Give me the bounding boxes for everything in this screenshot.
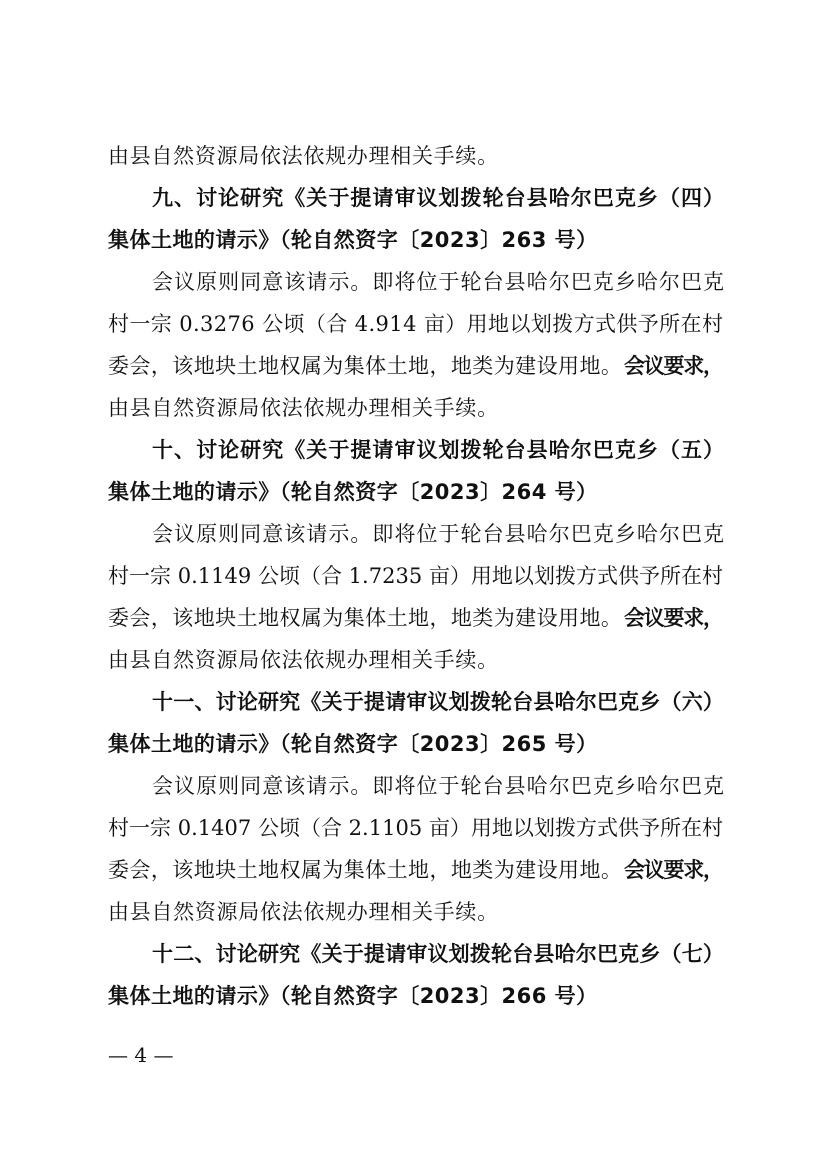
section-heading: 十、讨论研究《关于提请审议划拨轮台县哈尔巴克乡（五） bbox=[152, 438, 726, 462]
text-line: 委会，该地块土地权属为集体土地，地类为建设用地。 会议要求， bbox=[0, 598, 831, 638]
text-line: 村一宗 0.3276 公顷（合 4.914 亩）用地以划拨方式供予所在村 bbox=[108, 312, 724, 336]
section-heading: 九、讨论研究《关于提请审议划拨轮台县哈尔巴克乡（四） bbox=[152, 186, 726, 210]
text-line: 由县自然资源局依法依规办理相关手续。 bbox=[108, 648, 499, 672]
section-heading: 集体土地的请示》（轮自然资字〔2023〕263 号） bbox=[108, 228, 598, 252]
text-line: 会议原则同意该请示。即将位于轮台县哈尔巴克乡哈尔巴克 bbox=[152, 522, 726, 546]
section-heading: 集体土地的请示》（轮自然资字〔2023〕264 号） bbox=[108, 480, 598, 504]
section-heading: 十一、讨论研究《关于提请审议划拨轮台县哈尔巴克乡（六） bbox=[152, 690, 725, 714]
text-line: 会议原则同意该请示。即将位于轮台县哈尔巴克乡哈尔巴克 bbox=[152, 774, 726, 798]
section-heading: 集体土地的请示》（轮自然资字〔2023〕265 号） bbox=[108, 732, 598, 756]
text-line: 委会，该地块土地权属为集体土地，地类为建设用地。 会议要求， bbox=[0, 346, 831, 386]
text-line: 由县自然资源局依法依规办理相关手续。 bbox=[108, 144, 499, 168]
text-line: 由县自然资源局依法依规办理相关手续。 bbox=[108, 900, 499, 924]
meeting-requirement: 会议要求， bbox=[624, 354, 723, 378]
text-line: 会议原则同意该请示。即将位于轮台县哈尔巴克乡哈尔巴克 bbox=[152, 270, 726, 294]
text-line: 村一宗 0.1149 公顷（合 1.7235 亩）用地以划拨方式供予所在村 bbox=[108, 564, 724, 588]
meeting-requirement: 会议要求， bbox=[624, 858, 723, 882]
text-line: 村一宗 0.1407 公顷（合 2.1105 亩）用地以划拨方式供予所在村 bbox=[108, 816, 724, 840]
text-line: 委会，该地块土地权属为集体土地，地类为建设用地。 会议要求， bbox=[0, 850, 831, 890]
page-number: — 4 — bbox=[108, 1043, 174, 1067]
section-heading: 十二、讨论研究《关于提请审议划拨轮台县哈尔巴克乡（七） bbox=[152, 942, 725, 966]
meeting-requirement: 会议要求， bbox=[624, 606, 723, 630]
text-line: 由县自然资源局依法依规办理相关手续。 bbox=[108, 396, 499, 420]
section-heading: 集体土地的请示》（轮自然资字〔2023〕266 号） bbox=[108, 984, 598, 1008]
